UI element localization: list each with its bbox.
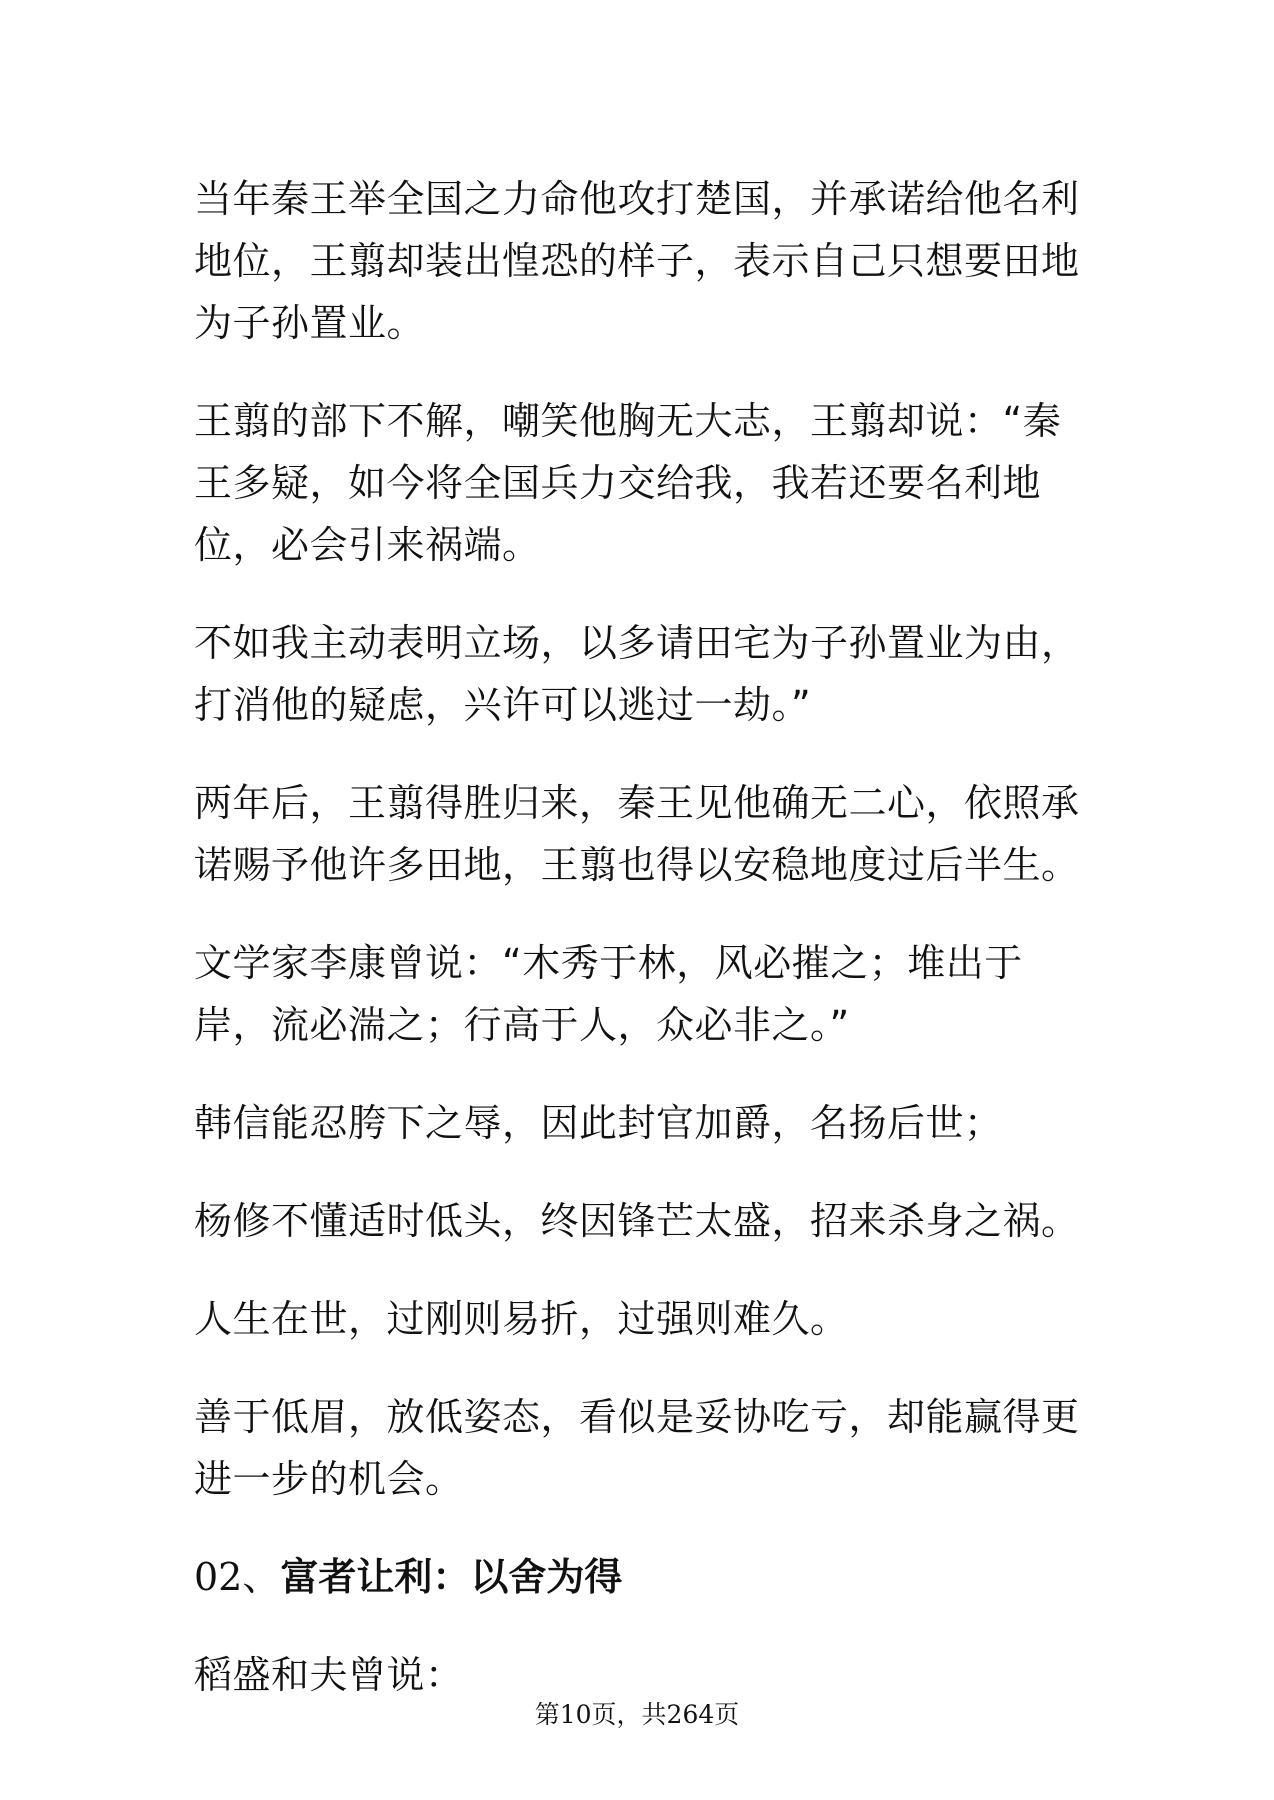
paragraph: 人生在世，过刚则易折，过强则难久。 xyxy=(194,1297,849,1341)
section-title: 富者让利：以舍为得 xyxy=(280,1555,623,1599)
paragraph: 善于低眉，放低姿态，看似是妥协吃亏，却能赢得更进一步的机会。 xyxy=(194,1395,1080,1501)
paragraph: 不如我主动表明立场，以多请田宅为子孙置业为由，打消他的疑虑，兴许可以逃过一劫。” xyxy=(194,621,1080,727)
closing-paragraph: 稻盛和夫曾说： xyxy=(194,1653,464,1697)
paragraph: 韩信能忍胯下之辱，因此封官加爵，名扬后世； xyxy=(194,1101,1003,1145)
document-body xyxy=(194,168,1094,1742)
paragraph: 当年秦王举全国之力命他攻打楚国，并承诺给他名利地位，王翦却装出惶恐的样子，表示自己只想要田地为子孙置业。 xyxy=(194,177,1080,345)
section-heading xyxy=(194,1546,1094,1608)
section-number: 02、 xyxy=(194,1555,281,1599)
paragraph: 文学家李康曾说：“木秀于林，风必摧之；堆出于岸，流必湍之；行高于人，众必非之。” xyxy=(194,941,1023,1047)
paragraph: 两年后，王翦得胜归来，秦王见他确无二心，依照承诺赐予他许多田地，王翦也得以安稳地度过后半生。 xyxy=(194,781,1080,887)
page-footer: 第10页，共264页 xyxy=(534,1700,740,1729)
paragraph: 杨修不懂适时低头，终因锋芒太盛，招来杀身之祸。 xyxy=(194,1199,1080,1243)
paragraph: 王翦的部下不解，嘲笑他胸无大志，王翦却说：“秦王多疑，如今将全国兵力交给我，我若还要名利地位，必会引来祸端。 xyxy=(194,399,1062,567)
